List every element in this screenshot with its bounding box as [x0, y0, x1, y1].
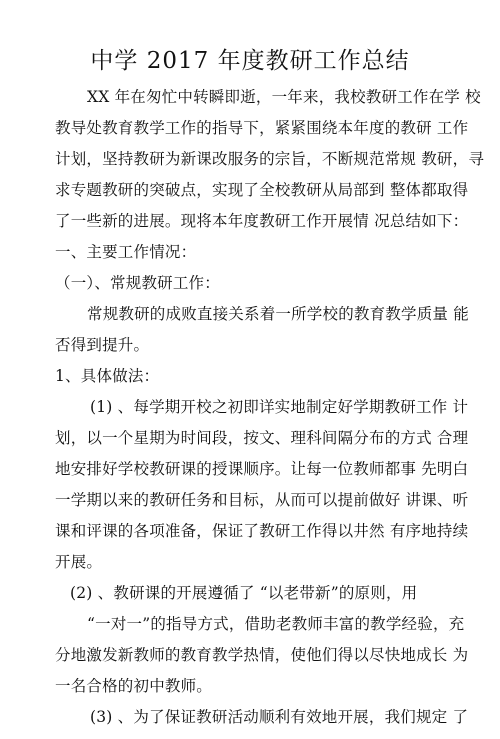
paragraph-line: 划，以一个星期为时间段，按文、理科间隔分布的方式 合理	[55, 429, 469, 447]
paragraph-line: 课和评课的各项准备，保证了教研工作得以井然 有序地持续	[55, 522, 469, 540]
paragraph-line: (3) 、为了保证教研活动顺利有效地开展，我们规定 了	[90, 708, 469, 726]
paragraph-line: 开展。	[55, 553, 103, 571]
paragraph-line: 一学期以来的教研任务和目标，从而可以提前做好 讲课、听	[55, 491, 469, 509]
paragraph-line: 了一些新的进展。现将本年度教研工作开展情 况总结如下：	[55, 212, 469, 230]
paragraph-line: 否得到提升。	[55, 336, 150, 354]
paragraph-line: (1) 、每学期开校之初即详实地制定好学期教研工作 计	[90, 398, 469, 416]
paragraph-line: 分地激发新教师的教育教学热情，使他们得以尽快地成长 为	[55, 646, 469, 664]
document-title: 中学 2017 年度教研工作总结	[90, 48, 410, 74]
paragraph-line: 教导处教育教学工作的指导下，紧紧围绕本年度的教研 工作	[55, 119, 469, 137]
paragraph-line: “一对一”的指导方式，借助老教师丰富的教学经验，充	[87, 615, 465, 633]
paragraph-line: XX 年在匆忙中转瞬即逝，一年来，我校教研工作在学 校	[87, 88, 481, 106]
list-heading: 1、具体做法：	[55, 367, 160, 385]
paragraph-line: 常规教研的成败直接关系着一所学校的教育教学质量 能	[87, 305, 469, 323]
paragraph-line: 地安排好学校教研课的授课顺序。让每一位教师都事 先明白	[55, 460, 469, 478]
paragraph-line: 一名合格的初中教师。	[55, 677, 213, 695]
paragraph-line: (2) 、教研课的开展遵循了 “以老带新”的原则，用	[70, 584, 418, 602]
subsection-heading: （一）、常规教研工作：	[55, 274, 220, 292]
section-heading: 一、主要工作情况：	[55, 243, 197, 261]
paragraph-line: 求专题教研的突破点，实现了全校教研从局部到 整体都取得	[55, 181, 469, 199]
paragraph-line: 计划，坚持教研为新课改服务的宗旨，不断规范常规 教研，寻	[55, 150, 485, 168]
